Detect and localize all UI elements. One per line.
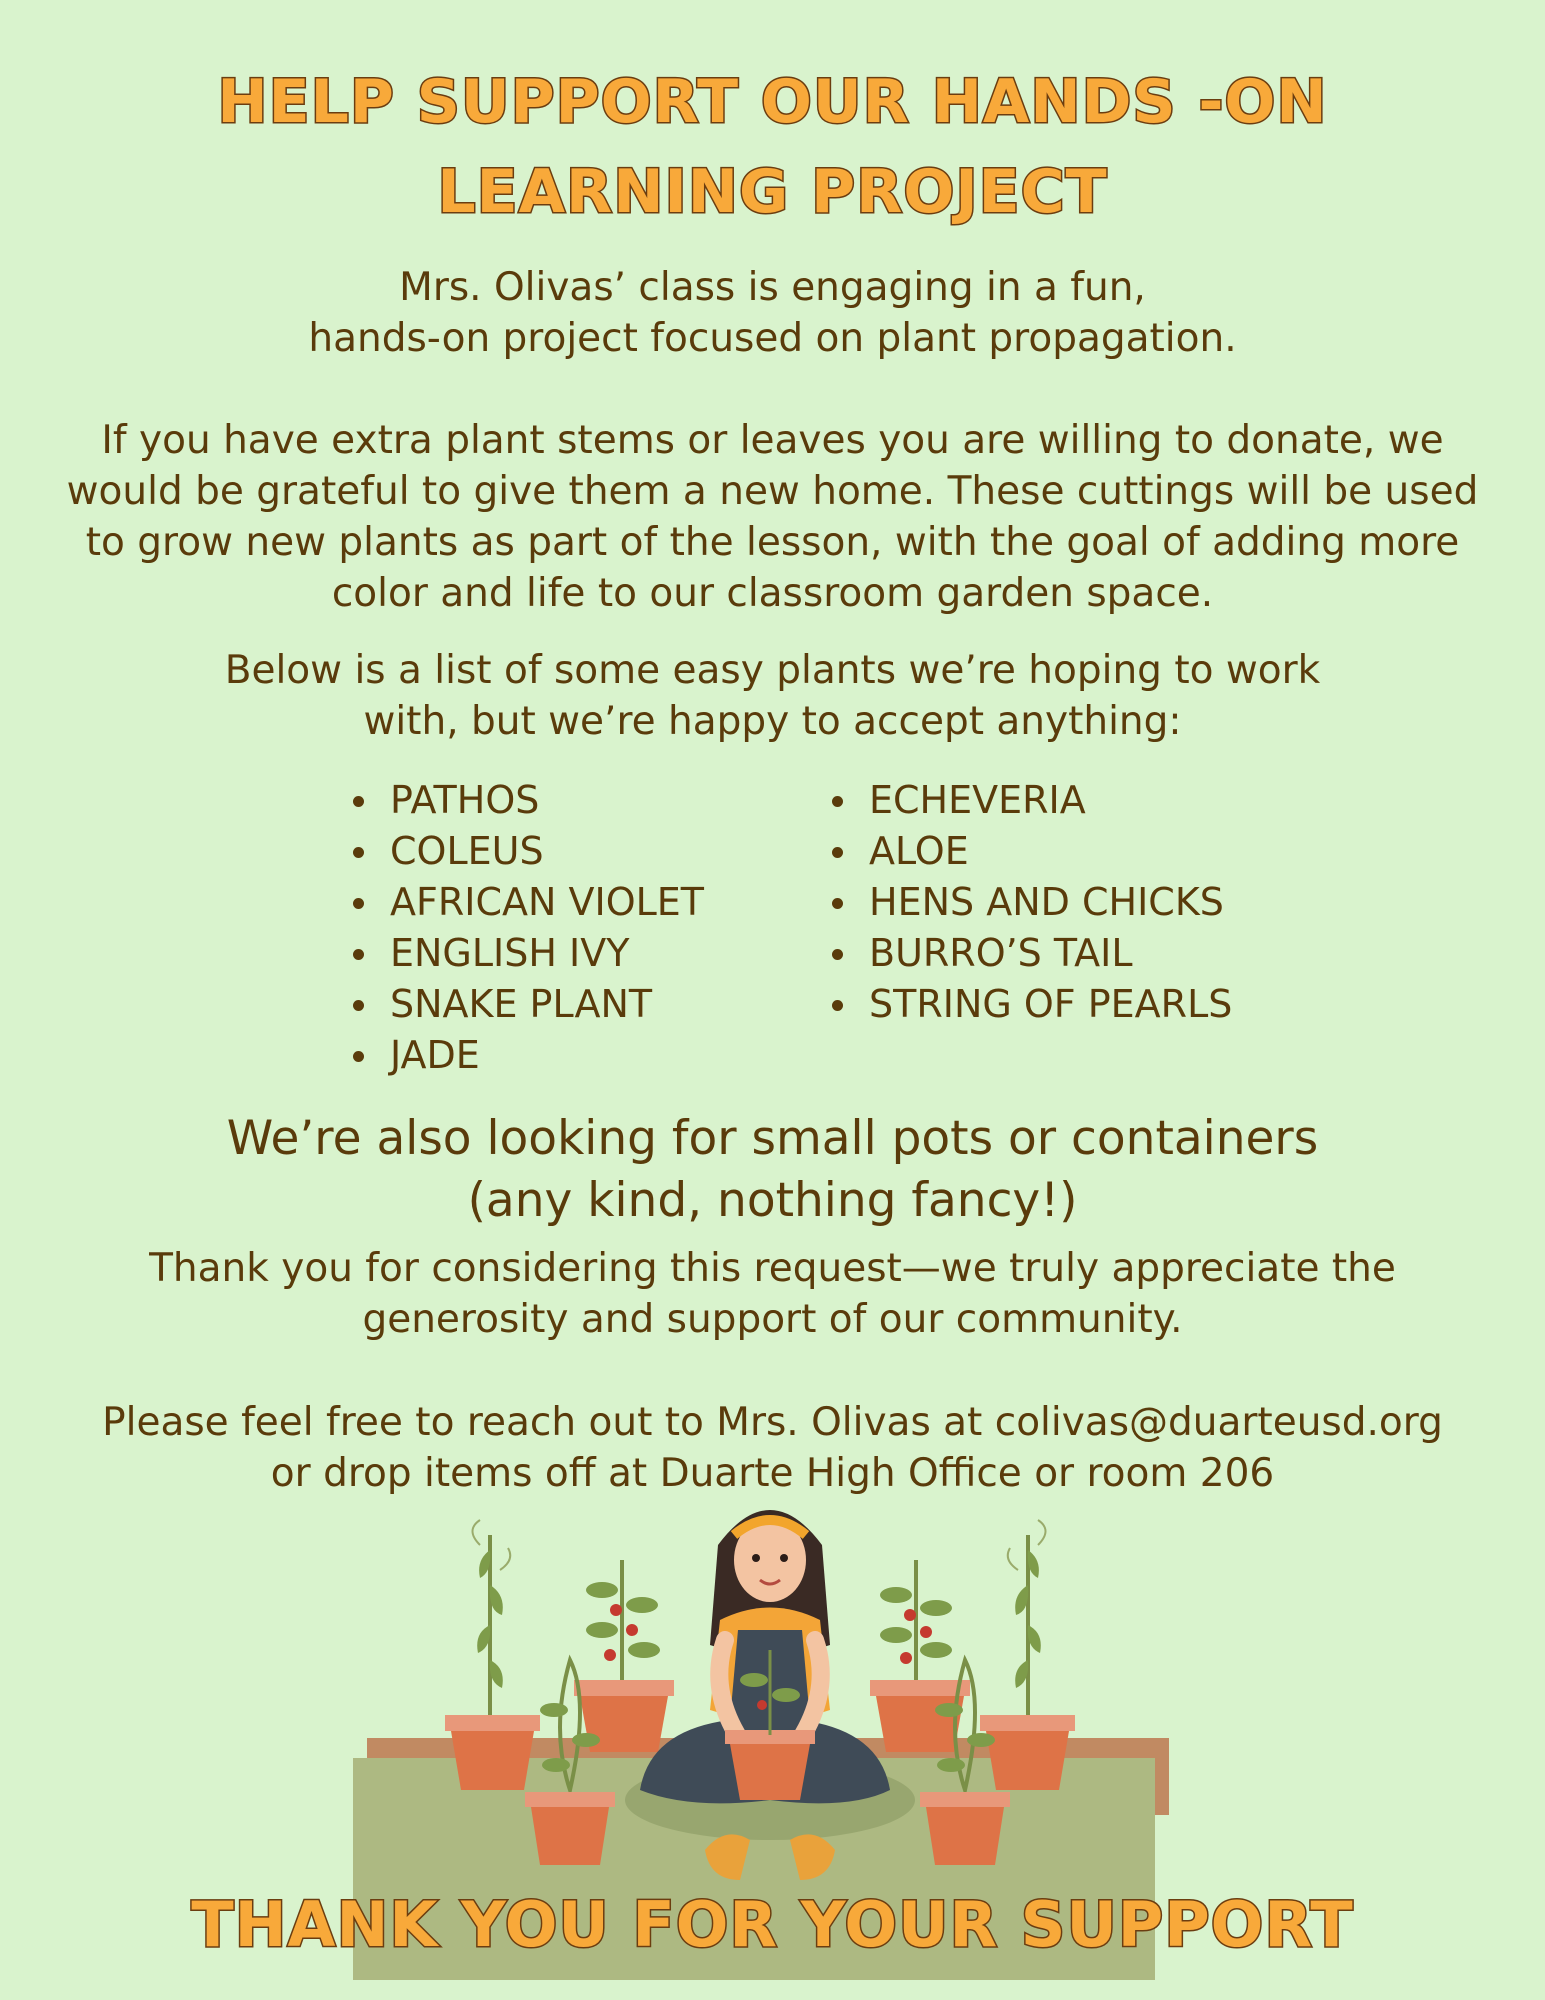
pot-climbing-left [445,1715,540,1790]
list-item: STRING OF PEARLS [828,979,1232,1030]
donate-line-3: to grow new plants as part of the lesson, with the goal of adding more [85,520,1460,565]
list-item: AFRICAN VIOLET [349,877,704,928]
contact-line-2: or drop items off at Duarte High Office or room 206 [270,1451,1275,1496]
thanks-line-1: Thank you for considering this request—we truly appreciate the [149,1246,1396,1291]
donate-line-2: would be grateful to give them a new home. These cuttings will be used [66,469,1479,514]
climbing-plant-back-left [473,1520,511,1715]
pot-front-left [525,1792,615,1865]
tomato-plant-right [880,1560,952,1690]
plants-intro-line-1: Below is a list of some easy plants we’re hoping to work [224,648,1321,693]
page-title-line-2: LEARNING PROJECT [437,157,1108,227]
climbing-plant-back-right [1008,1520,1046,1715]
page-title-line-1: HELP SUPPORT OUR HANDS -ON [217,67,1328,137]
list-item: ENGLISH IVY [349,928,704,979]
list-item: PATHOS [349,775,704,826]
plants-intro-line-2: with, but we’re happy to accept anything: [363,699,1182,744]
plant-list-left [349,775,704,1081]
intro-line-2: hands-on project focused on plant propagation. [308,316,1237,361]
list-item: SNAKE PLANT [349,979,704,1030]
pots-request-line-1: We’re also looking for small pots or containers [226,1111,1319,1166]
list-item: JADE [349,1030,704,1081]
intro-line-1: Mrs. Olivas’ class is engaging in a fun, [399,265,1146,310]
contact-paragraph [40,1397,1505,1499]
donate-paragraph [40,415,1505,619]
footer-thank-you: THANK YOU FOR YOUR SUPPORT [191,1888,1354,1961]
list-item: BURRO’S TAIL [828,928,1232,979]
pots-request-line-2: (any kind, nothing fancy!) [467,1173,1078,1228]
list-item: ALOE [828,826,1232,877]
donate-line-1: If you have extra plant stems or leaves you are willing to donate, we [101,418,1444,463]
contact-line-1: Please feel free to reach out to Mrs. Olivas at colivas@duarteusd.org [102,1400,1443,1445]
list-item: ECHEVERIA [828,775,1232,826]
intro-paragraph [40,262,1505,364]
list-item: COLEUS [349,826,704,877]
plants-intro-paragraph [40,645,1505,747]
list-item: HENS AND CHICKS [828,877,1232,928]
donate-line-4: color and life to our classroom garden space. [331,571,1214,616]
pots-request [0,1108,1545,1232]
pot-climbing-right [980,1715,1075,1790]
pot-front-right [920,1792,1010,1865]
tomato-plant-left [586,1560,660,1690]
thanks-paragraph [40,1243,1505,1345]
plant-list-right [828,775,1232,1030]
thanks-line-2: generosity and support of our community. [362,1297,1183,1342]
